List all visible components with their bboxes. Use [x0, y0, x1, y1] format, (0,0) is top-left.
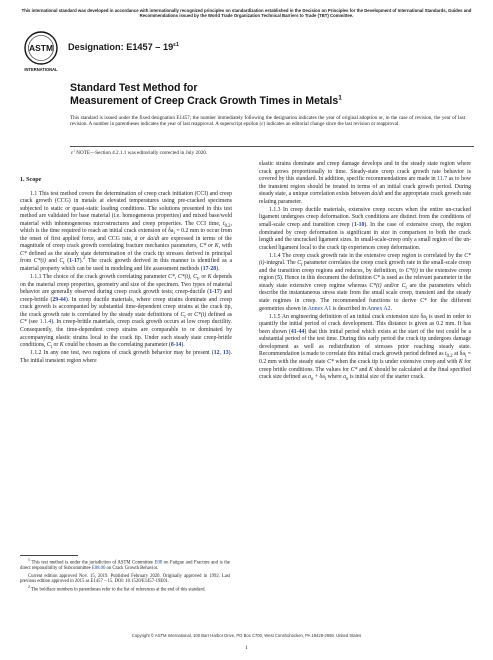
reference-link[interactable]: 5: [277, 275, 280, 282]
title-line-2: Measurement of Creep Crack Growth Times in Metals$^1$: [70, 94, 342, 107]
editorial-note-divider: [70, 146, 474, 147]
reference-link[interactable]: 17-28: [202, 266, 217, 273]
footnote-divider: [20, 555, 78, 556]
paragraph-1-1-3: 1.1.3 In creep ductile materials, extensive creep occurs when the entire un-cracked ligament undergoes creep deformation. Such conditions are distinct from the conditions of small-scale creep and transition creep (1-10). In the case of extensive creep, the region dominated by creep deformation is significant in size in comparison to both the crack length and the uncracked ligament sizes. In small-scale-creep only a small region of the un-cracked ligament local to the crack tip experiences creep deformation.: [259, 206, 471, 251]
right-column: [259, 161, 471, 382]
title-line-1: Standard Test Method for: [70, 82, 198, 94]
reference-link[interactable]: 12: [213, 350, 220, 357]
standard-title: [70, 82, 470, 108]
paragraph-1-1-2: 1.1.2 In any one test, two regions of crack growth behavior may be present (12, 13). The initial transient region where: [20, 350, 233, 364]
reference-link[interactable]: 1-17: [209, 289, 220, 296]
section-heading-scope: 1. Scope: [20, 177, 42, 183]
editorial-note: $\varepsilon^1$ NOTE—Section 4.2.1.1 was editorially corrected in July 2020.: [71, 148, 208, 156]
committee-link[interactable]: E08: [154, 560, 163, 566]
section-link[interactable]: 11.7: [437, 176, 448, 183]
title-footnote-mark: 1: [338, 94, 342, 102]
paragraph-1-1-1: 1.1.1 The choice of the crack growth correlating parameter C*, C*(t), $C_t$, or K depends on the material creep properties, geometry and size of the specimen. Two types of material behavior are generally observed during creep crack growth tests; creep-ductile (1-17) and creep-brittle (29-44). In creep ductile materials, where creep strains dominate and creep crack growth is accompanied by substantial time-dependent creep strains at the crack tip, the crack growth rate is correlated by the steady state definitions of $C_t$ or C*(t) defined as C* (see 1.1.4). In creep-brittle materials, creep crack growth occurs at low creep ductility. Consequently, the time-dependent creep strains are comparable to or dominated by accompanying elastic strains local to the crack tip. Under such steady state creep-brittle conditions, $C_t$ or K could be chosen as the correlating parameter (8-14).: [20, 274, 233, 351]
footnote-1-approval: Current edition approved Nov. 15, 2019. Published February 2020. Originally approved in 1992. Last previous edition approved in 2015 as E1457 – 15. DOI: 10.1520/E1457-19E01.: [20, 573, 230, 585]
copyright-line: Copyright © ASTM International, 100 Barr Harbor Drive, PO Box C700, West Conshohocken, PA 19428-2959. United States: [131, 633, 362, 638]
footnote-1: $^1$ This test method is under the jurisdiction of ASTM Committee E08 on Fatigue and Fracture and is the direct responsibility of Subcommittee E08.06 on Crack Growth Behavior.: [20, 558, 230, 572]
reference-link[interactable]: 8-14: [170, 342, 182, 349]
footnotes: [20, 560, 230, 595]
paragraph-1-1: 1.1 This test method covers the determination of creep crack initiation (CCI) and creep crack growth (CCG) in metals at elevated temperatures using pre-cracked specimens subjected to static or quasi-static loading conditions. The solutions presented in this test method are validated for base material (i.e. homogeneous properties) and mixed base/weld material with inhomogeneous microstructures and creep properties. The CCI time, $t_{0.2}$, which is the time required to reach an initial crack extension of $\delta a_i = 0.2$ mm to occur from the onset of first applied force, and CCG rate, ȧ or da/dt are expressed in terms of the magnitude of creep crack growth correlating fracture mechanics parameters, C* or K, with C* defined as the steady state determination of the crack tip stresses derived in principal from C*(t) and $C_t$ (1-17).$^2$ The crack growth derived in this manner is identified as a material property which can be used in modeling and life assessment methods (17-28).: [20, 190, 232, 273]
left-column: [20, 177, 232, 366]
reference-link[interactable]: 29-44: [52, 296, 66, 303]
logo-text-top: ASTM: [28, 43, 54, 53]
designation-label: Designation: E1457 – 19: [68, 42, 174, 52]
paragraph-1-1-2-continued: elastic strains dominate and creep damage develops and in the steady state region where crack grows proportionally to time. Steady-state creep crack growth rate behavior is covered by this standard. In addition, specific recommendations are made in 11.7 as to how the transient region should be treated in terms of an initial crack growth period. During steady state, a unique correlation exists between da/dt and the appropriate crack growth rate relating parameter.: [259, 161, 471, 205]
reference-link[interactable]: 41-44: [290, 328, 305, 335]
footnote-2: $^2$ The boldface numbers in parentheses refer to the list of references at the end of this standard.: [28, 584, 206, 593]
designation: [68, 42, 179, 52]
reference-link[interactable]: 13: [222, 350, 229, 357]
annex-link[interactable]: Annex A2: [366, 305, 391, 312]
section-link[interactable]: 1.1.4: [39, 319, 52, 326]
paragraph-1-1-4: 1.1.4 The creep crack growth rate in the extensive creep region is correlated by the C*(t)-integral. The $C_t$ parameter correlates the creep crack growth rate in the small-scale creep and the transition creep regions and reduces, by definition, to C*(t) in the extensive creep region (5). Hence in this document the definition C* is used as the relevant parameter in the steady state extensive creep regime whereas C*(t) and/or $C_t$ are the parameters which describe the instantaneous stress state from the small scale creep, transient and the steady state regimes in creep. The recommended functions to derive C* for the different geometries shown in Annex A1 is described in Annex A2.: [259, 252, 472, 312]
designation-superscript: ε1: [173, 41, 179, 48]
reference-link[interactable]: 1-10: [353, 221, 365, 228]
annex-link[interactable]: Annex A1: [307, 305, 332, 312]
page-number: 1: [245, 645, 248, 651]
tbt-notice: This international standard was developed in accordance with internationally recognized principles on standardization established in the Decision on Principles for the Development of International Standards, Guides and Recommendations issued by the World Trade Organization Technical Barriers to Trade (TBT) Committee.: [21, 8, 472, 19]
subcommittee-link[interactable]: E08.06: [91, 566, 106, 572]
reference-link[interactable]: 1-17: [69, 258, 80, 265]
preface-note: This standard is issued under the fixed designation E1457; the number immediately following the designation indicates the year of original adoption or, in the case of revision, the year of last revision. A number in parentheses indicates the year of last reapproval. A superscript epsilon (ε) indicates an editorial change since the last revision or reapproval.: [70, 115, 465, 128]
paragraph-1-1-5: 1.1.5 An engineering definition of an initial crack extension size $\delta a_i$ is used in order to quantify the initial period of crack development. This distance is given as 0.2 mm. It has been shown (41-44) that this initial period which exists at the start of the test could be a substantial period of the test time. During this early period the crack tip undergoes damage development as well as redistribution of stresses prior reaching steady state. Recommendation is made to correlate this initial crack growth period defined as $t_{0.2}$ at $\delta a_i = 0.2$ mm with the steady state C* when the crack tip is under extensive creep and with K for creep brittle conditions. The values for C* and K should be calculated at the final specified crack size defined as $a_o + \delta a_i$ where $a_o$ is initial size of the starter crack.: [259, 313, 471, 383]
astm-logo-icon: [22, 30, 60, 76]
logo-text-bottom: INTERNATIONAL: [24, 67, 58, 72]
